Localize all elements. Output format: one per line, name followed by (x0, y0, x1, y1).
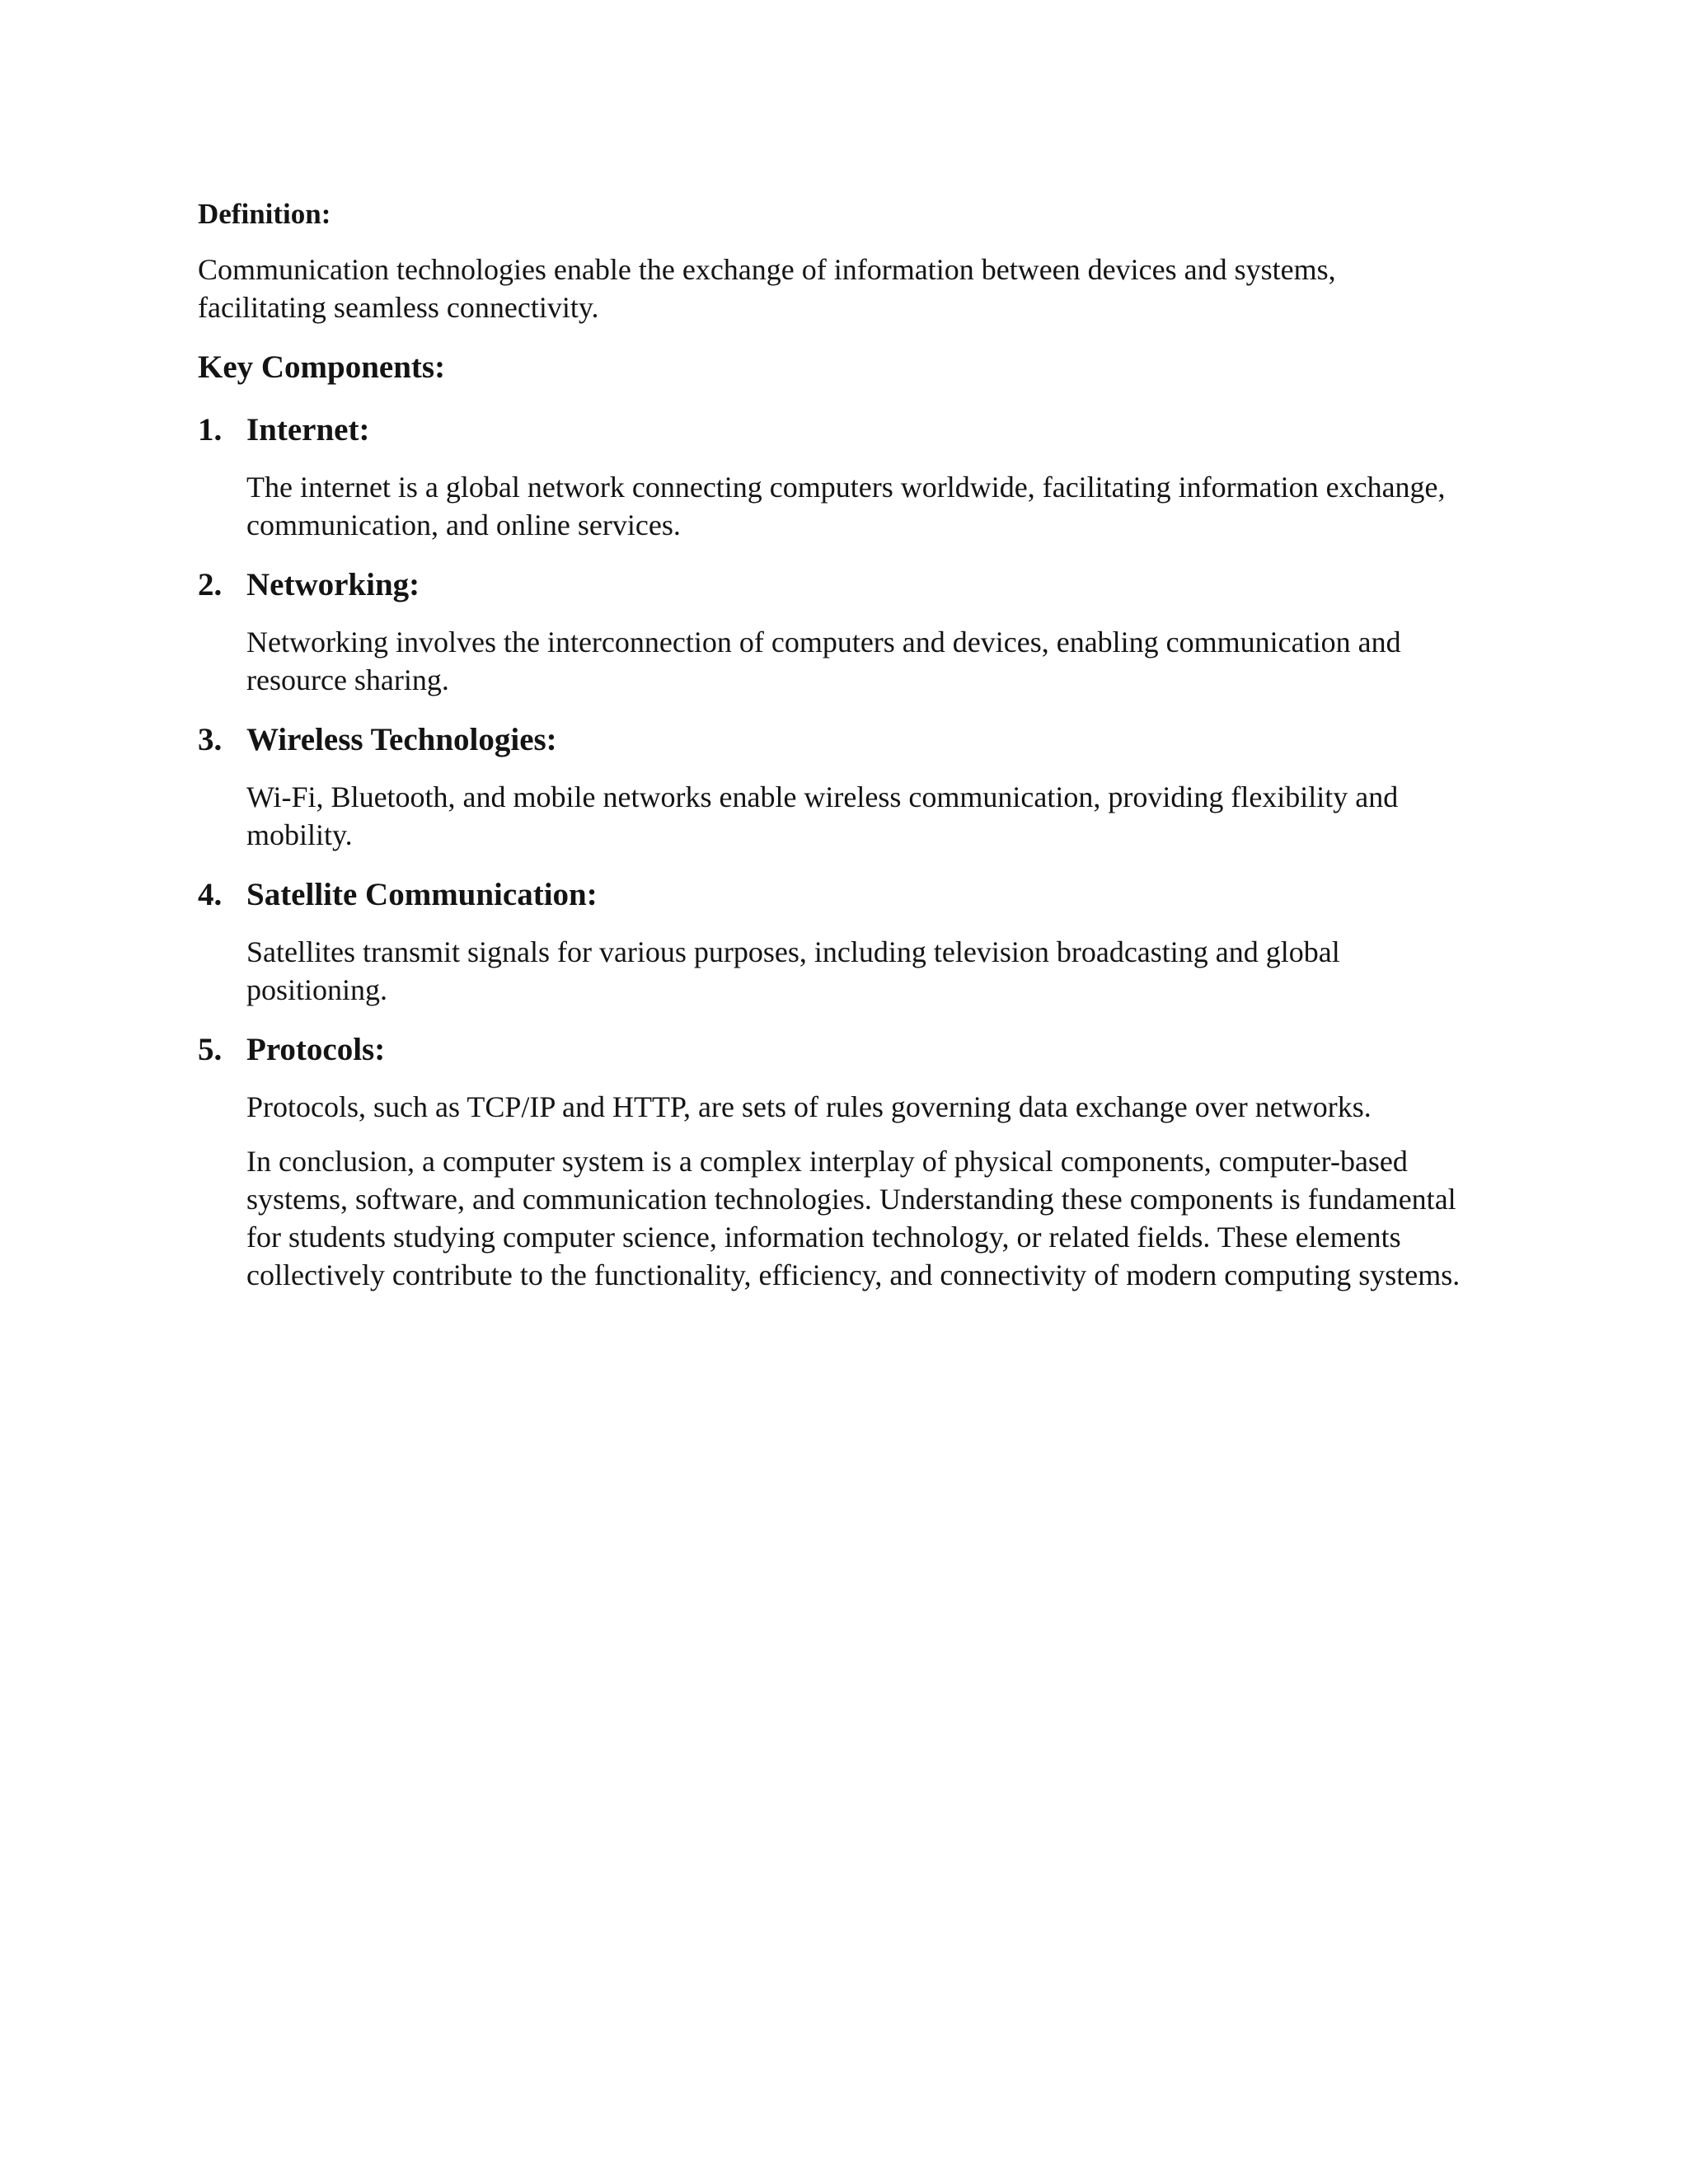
item-number: 2. (198, 567, 223, 602)
item-number: 3. (198, 722, 223, 757)
item-text: Networking involves the interconnection of computers and devices, enabling communication and resource sharing. (246, 626, 1401, 696)
item-title: Networking: (246, 567, 420, 602)
item-heading (198, 564, 1500, 607)
item-title: Wireless Technologies: (246, 722, 557, 757)
item-text: Satellites transmit signals for various purposes, including television broadcasting and global positioning. (246, 935, 1340, 1006)
conclusion-text: In conclusion, a computer system is a complex interplay of physical components, computer-based systems, software, and communication technologies. Understanding these components is fundamental for students studying computer science, information technology, or related fields. These elements collectively contribute to the functionality, efficiency, and connectivity of modern computing systems. (246, 1145, 1461, 1291)
item-body (246, 933, 1483, 1009)
list-item-internet (198, 409, 1500, 544)
item-body (246, 623, 1483, 699)
item-body (246, 1088, 1483, 1294)
document-content (198, 194, 1500, 1314)
item-heading (198, 719, 1500, 762)
item-heading (198, 874, 1500, 916)
item-heading (198, 409, 1500, 452)
list-item-protocols (198, 1029, 1500, 1294)
item-title: Satellite Communication: (246, 877, 598, 912)
key-components-heading: Key Components: (198, 349, 446, 385)
item-heading (198, 1029, 1500, 1071)
item-text: Wi-Fi, Bluetooth, and mobile networks enable wireless communication, providing flexibility and mobility. (246, 780, 1399, 851)
list-item-wireless-technologies (198, 719, 1500, 854)
item-number: 1. (198, 412, 223, 448)
item-body (246, 468, 1483, 544)
item-body (246, 778, 1483, 854)
item-title: Internet: (246, 412, 370, 448)
list-item-networking (198, 564, 1500, 699)
item-number: 5. (198, 1032, 223, 1067)
item-text: Protocols, such as TCP/IP and HTTP, are sets of rules governing data exchange over networks. (246, 1090, 1372, 1123)
list-item-satellite-communication (198, 874, 1500, 1009)
definition-heading: Definition: (198, 198, 331, 230)
item-text: The internet is a global network connecting computers worldwide, facilitating information exchange, communication, and online services. (246, 471, 1446, 541)
item-title: Protocols: (246, 1032, 386, 1067)
item-number: 4. (198, 877, 223, 912)
definition-text: Communication technologies enable the exchange of information between devices and systems, facilitating seamless connectivity. (198, 253, 1336, 324)
